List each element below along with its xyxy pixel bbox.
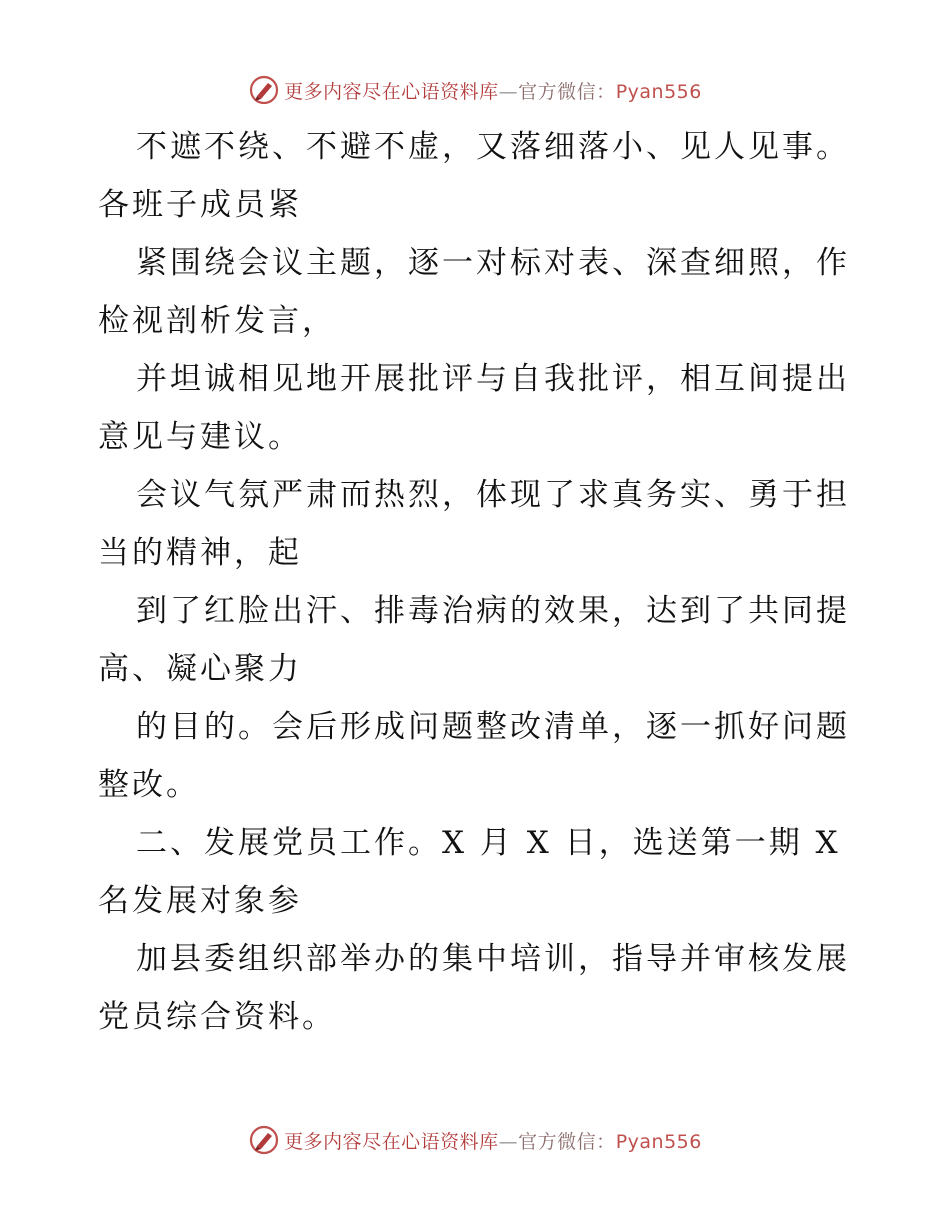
footer-watermark [0,1120,950,1160]
body-line: 二、发展党员工作。X 月 X 日，选送第一期 X [136,825,841,861]
header-watermark-text [284,77,702,104]
pen-logo-icon [248,74,280,106]
footer-wechat-label: 官方微信： [518,1130,616,1153]
footer-dash: — [498,1130,519,1153]
body-line: 加县委组织部举办的集中培训，指导并审核发展 [136,941,850,977]
footer-site-text: 更多内容尽在心语资料库 [284,1130,499,1153]
body-line: 当的精神，起 [98,535,302,571]
pen-logo-icon [248,1124,280,1156]
header-wechat-id: Pyan556 [615,80,702,103]
header-site-text: 更多内容尽在心语资料库 [284,80,499,103]
body-line: 名发展对象参 [98,883,302,919]
body-line: 到了红脸出汗、排毒治病的效果，达到了共同提 [136,593,850,629]
body-line: 各班子成员紧 [98,187,302,223]
document-body [98,118,858,1046]
header-wechat-label: 官方微信： [518,80,616,103]
header-watermark [0,70,950,110]
body-line: 意见与建议。 [98,419,302,455]
body-line: 不遮不绕、不避不虚，又落细落小、见人见事。 [136,129,850,165]
header-dash: — [498,80,519,103]
footer-wechat-id: Pyan556 [615,1130,702,1153]
body-line: 的目的。会后形成问题整改清单，逐一抓好问题 [136,709,850,745]
body-line: 会议气氛严肃而热烈，体现了求真务实、勇于担 [136,477,850,513]
footer-watermark-text [284,1127,702,1154]
body-line: 紧围绕会议主题，逐一对标对表、深查细照，作 [136,245,850,281]
body-line: 党员综合资料。 [98,999,336,1035]
body-line: 整改。 [98,767,200,803]
body-line: 并坦诚相见地开展批评与自我批评，相互间提出 [136,361,850,397]
body-line: 高、凝心聚力 [98,651,302,687]
body-line: 检视剖析发言， [98,303,336,339]
